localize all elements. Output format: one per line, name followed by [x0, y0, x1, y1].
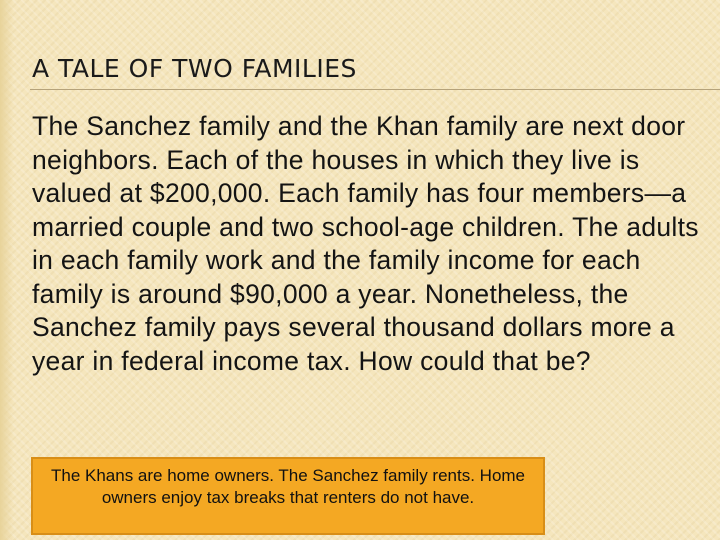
slide-title: A TALE OF TWO FAMILIES	[32, 54, 357, 83]
left-decor-stripe	[0, 0, 14, 540]
answer-box	[31, 457, 545, 535]
answer-text: The Khans are home owners. The Sanchez family rents. Home owners enjoy tax breaks that renters do not have.	[50, 466, 526, 507]
slide-body-text: The Sanchez family and the Khan family are next door neighbors. Each of the houses in which they live is valued at $200,000. Each family has four members—a married couple and two school-age children. The adults in each family work and the family income for each family is around $90,000 a year. Nonetheless, the Sanchez family pays several thousand dollars more a year in federal income tax. How could that be?	[32, 111, 699, 376]
title-underline	[30, 89, 720, 90]
